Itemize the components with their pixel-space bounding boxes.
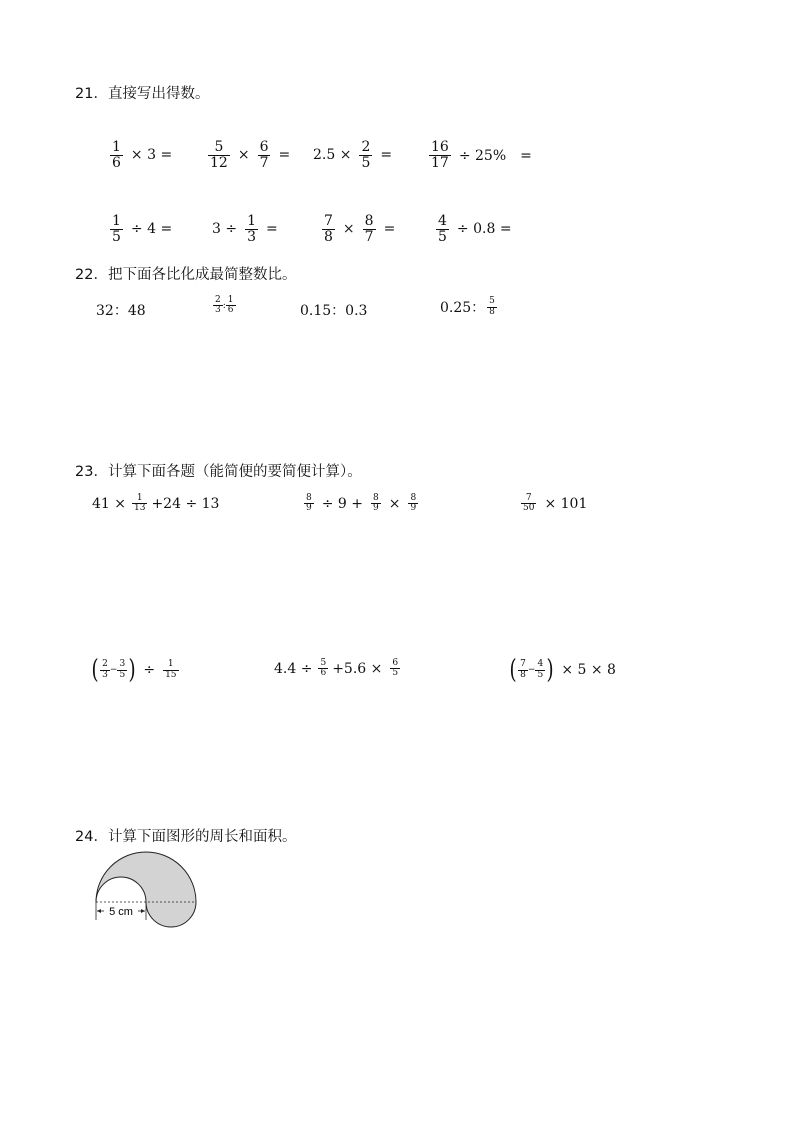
fraction: $\frac{16}{17}$	[431, 139, 449, 171]
fraction: $\frac{1}{3}$	[247, 213, 257, 245]
q23-e5: 4.4 ÷ $\frac{5}{6}$ +5.6 × $\frac{6}{5}$	[274, 658, 399, 679]
q21-r1-e4: $\frac{16}{17}$ ÷ 25% =	[431, 139, 532, 171]
q21-r1-e2: $\frac{5}{12}$ × $\frac{6}{7}$ =	[210, 139, 291, 171]
q21-r1-e3: 2.5 × $\frac{2}{5}$ =	[313, 139, 393, 171]
q21-r2-e3: $\frac{7}{8}$ × $\frac{8}{7}$ =	[324, 213, 396, 245]
q22-heading: 22．把下面各比化成最简整数比。	[75, 267, 297, 283]
fraction: $\frac{1}{6}$	[112, 139, 121, 171]
q23-e3: $\frac{7}{50}$ × 101	[523, 493, 588, 514]
fraction: $\frac{7}{8}$	[324, 213, 333, 245]
q22-ratio-4: 0.25： $\frac{5}{8}$	[440, 296, 495, 317]
q24-heading: 24．计算下面图形的周长和面积。	[75, 829, 297, 845]
q21-r2-e2: 3 ÷ $\frac{1}{3}$ =	[212, 213, 278, 245]
q22-ratio-1: 32：48	[96, 303, 146, 319]
fraction: $\frac{5}{12}$	[210, 139, 228, 171]
q23-e1: 41 × $\frac{1}{13}$ +24 ÷ 13	[92, 493, 220, 514]
q22-ratio-3: 0.15：0.3	[300, 303, 368, 319]
q21-r1-e1: $\frac{1}{6}$ × 3 =	[112, 139, 173, 171]
q21-heading: 21．直接写出得数。	[75, 86, 210, 102]
arrow-right-icon	[141, 909, 145, 913]
fraction: $\frac{6}{7}$	[259, 139, 269, 171]
q21-r2-e1: $\frac{1}{5}$ ÷ 4 =	[112, 213, 173, 245]
fraction: $\frac{4}{5}$	[438, 213, 447, 245]
q24-figure	[88, 848, 208, 930]
q23-e4: ( $\frac{2}{3}$ − $\frac{3}{5}$ ) ÷ $\frac{1}{15}$	[91, 655, 177, 685]
q22-ratio-2: $\frac{2}{3}$ : $\frac{1}{6}$	[215, 295, 234, 316]
q21-r2-e4: $\frac{4}{5}$ ÷ 0.8 =	[438, 213, 512, 245]
fraction: $\frac{8}{7}$	[364, 213, 374, 245]
q23-e6: ( $\frac{7}{8}$ − $\frac{4}{5}$ ) × 5 × 8	[509, 655, 616, 685]
arrow-left-icon	[97, 909, 101, 913]
fraction: $\frac{1}{5}$	[112, 213, 121, 245]
dimension-label: 5 cm	[109, 906, 133, 918]
q23-e2: $\frac{8}{9}$ ÷ 9 + $\frac{8}{9}$ × $\frac{8}{9}$	[306, 493, 417, 514]
fraction: $\frac{2}{5}$	[361, 139, 371, 171]
q23-heading: 23．计算下面各题（能简便的要简便计算）。	[75, 464, 362, 480]
